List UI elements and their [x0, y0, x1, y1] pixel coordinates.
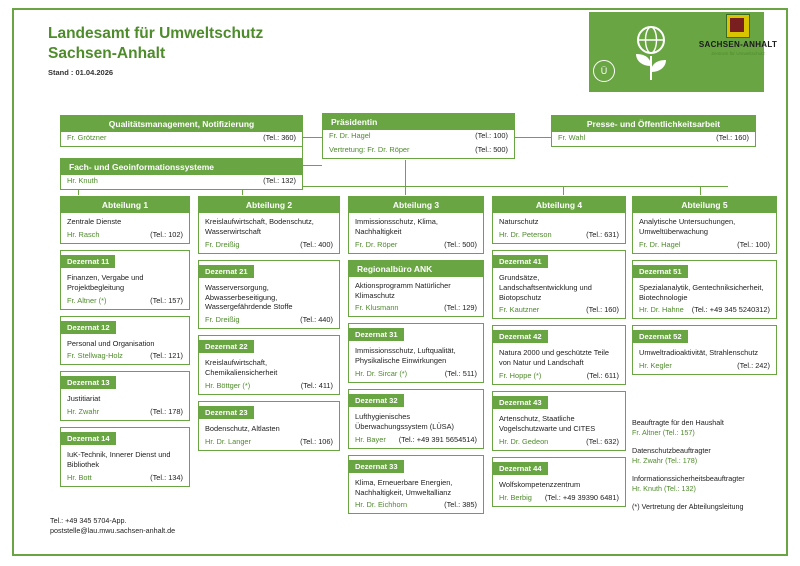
unit-person-row	[61, 295, 189, 309]
unit-tel: (Tel.: 106)	[300, 436, 333, 446]
unit-tel: (Tel.: 242)	[737, 361, 770, 371]
footer-contact	[50, 516, 310, 537]
unit-tag: Dezernat 11	[61, 255, 115, 268]
department-tel: (Tel.: 100)	[737, 239, 770, 249]
president-person-2: Vertretung: Fr. Dr. Röper	[329, 145, 410, 154]
unit-person-row	[349, 302, 483, 316]
unit-person: Fr. Stellwag-Holz	[67, 351, 123, 361]
unit-scope: Artenschutz, Staatliche Vogelschutzwarte und CITES	[499, 414, 596, 433]
unit-scope: Lufthygienisches Überwachungssystem (LÜSA)	[355, 412, 454, 431]
unit-person-row	[493, 436, 625, 450]
geoinfo-box	[60, 158, 303, 190]
date-stamp: Stand : 01.04.2026	[48, 68, 114, 77]
press-person: Fr. Wahl	[558, 133, 586, 142]
unit-tel: (Tel.: 121)	[150, 351, 183, 361]
unit-tag-wrap	[61, 251, 189, 269]
unit-person: Hr. Dr. Hahne	[639, 305, 684, 315]
unit-tag: Dezernat 21	[199, 265, 254, 278]
unit-box	[198, 401, 340, 451]
unit-tag: Dezernat 32	[349, 394, 404, 407]
department-scope: Immissionsschutz, Klima, Nachhaltigkeit	[355, 217, 438, 236]
unit-tel: (Tel.: +49 39390 6481)	[544, 492, 619, 502]
unit-scope: Umweltradioaktivität, Strahlenschutz	[639, 348, 759, 358]
title-line-1: Landesamt für Umweltschutz	[48, 25, 264, 42]
quality-management-title: Qualitätsmanagement, Notifizierung	[61, 116, 302, 132]
department-person: Fr. Dr. Hagel	[639, 239, 681, 249]
side-note-person: Fr. Altner (Tel.: 157)	[632, 428, 695, 438]
side-note-item	[632, 446, 782, 467]
unit-person-row	[493, 370, 625, 384]
press-tel: (Tel.: 160)	[716, 133, 749, 142]
unit-box	[348, 260, 484, 318]
unit-person-row	[633, 304, 776, 318]
title-line-2: Sachsen-Anhalt	[48, 45, 166, 63]
department-head-box	[60, 196, 190, 244]
unit-person-row	[199, 436, 339, 450]
department-tel: (Tel.: 102)	[150, 229, 183, 239]
unit-scope: Grundsätze, Landschaftsentwicklung und Biotopschutz	[499, 272, 592, 302]
unit-tag: Dezernat 51	[633, 265, 688, 278]
unit-tag-wrap	[61, 372, 189, 390]
unit-person-row	[61, 350, 189, 364]
side-note-label: Datenschutzbeauftragter	[632, 445, 711, 455]
unit-person: Fr. Altner (*)	[67, 295, 107, 305]
unit-tag-wrap	[199, 336, 339, 354]
unit-scope: Kreislaufwirtschaft, Chemikaliensicherheit	[205, 358, 278, 378]
quality-management-box	[60, 115, 303, 147]
unit-scope: Immissionsschutz, Luftqualität, Physikalische Einwirkungen	[355, 346, 456, 366]
unit-person: Hr. Zwahr	[67, 407, 100, 417]
unit-person: Hr. Dr. Gedeon	[499, 436, 549, 446]
unit-tel: (Tel.: 632)	[586, 436, 619, 446]
unit-tel: (Tel.: +49 345 5240312)	[691, 305, 770, 315]
connector-left	[302, 137, 322, 138]
department-person: Hr. Dr. Peterson	[499, 229, 552, 239]
unit-tag: Dezernat 12	[61, 321, 116, 334]
department-scope: Zentrale Dienste	[67, 217, 122, 226]
unit-tel: (Tel.: 134)	[150, 472, 183, 482]
department-head-box	[348, 196, 484, 254]
unit-person-row	[633, 360, 776, 374]
unit-box	[60, 316, 190, 366]
unit-tag-wrap	[493, 392, 625, 410]
unit-tag: Dezernat 42	[493, 330, 548, 343]
unit-tel: (Tel.: 411)	[300, 380, 333, 390]
connector-spine-3	[405, 186, 406, 195]
unit-tel: (Tel.: 611)	[586, 371, 619, 381]
unit-tag-wrap	[633, 261, 776, 279]
unit-tag-wrap	[199, 261, 339, 279]
side-note-person: Hr. Knuth (Tel.: 132)	[632, 484, 696, 494]
unit-box	[348, 455, 484, 515]
unit-person-row	[349, 434, 483, 448]
side-note-item	[632, 502, 782, 512]
unit-person-row	[493, 492, 625, 506]
side-note-label: Beauftragte für den Haushalt	[632, 418, 724, 427]
unit-person: Hr. Berbig	[499, 492, 532, 502]
department-person-row	[493, 229, 625, 243]
department-head-box	[198, 196, 340, 254]
unit-person: Fr. Klusmann	[355, 303, 399, 313]
unit-scope: Bodenschutz, Altlasten	[205, 423, 280, 433]
department-title: Abteilung 3	[349, 197, 483, 213]
unit-tag: Dezernat 13	[61, 376, 116, 389]
department-title: Abteilung 4	[493, 197, 625, 213]
page-title	[48, 24, 468, 65]
president-tel-2: (Tel.: 500)	[475, 145, 508, 154]
unit-tel: (Tel.: 385)	[444, 500, 477, 510]
state-name: SACHSEN-ANHALT	[698, 40, 778, 49]
unit-tag: Dezernat 31	[349, 328, 404, 341]
department-head-box	[632, 196, 777, 254]
side-notes	[632, 418, 782, 519]
department-head-box	[492, 196, 626, 244]
unit-box	[632, 260, 777, 320]
unit-tag-wrap	[61, 428, 189, 446]
department-person: Hr. Rasch	[67, 229, 100, 239]
geoinfo-person: Hr. Knuth	[67, 176, 98, 185]
unit-tag-wrap	[493, 326, 625, 344]
unit-tag-wrap	[493, 458, 625, 476]
president-tel-1: (Tel.: 100)	[475, 131, 508, 140]
department-scope: Naturschutz	[499, 217, 539, 226]
unit-person-row	[349, 368, 483, 382]
unit-scope: Wolfskompetenzzentrum	[499, 479, 581, 489]
unit-tag: Dezernat 52	[633, 330, 688, 343]
unit-person-row	[199, 380, 339, 394]
state-subtitle: Zentrum für Umweltschutz	[711, 51, 765, 56]
unit-box	[198, 335, 340, 395]
unit-tag-wrap	[349, 324, 483, 342]
department-title: Abteilung 2	[199, 197, 339, 213]
unit-tag: Dezernat 14	[61, 432, 116, 445]
department-tel: (Tel.: 500)	[444, 239, 477, 249]
unit-tag-wrap	[493, 251, 625, 269]
department-person: Fr. Dr. Röper	[355, 239, 398, 249]
unit-scope: Finanzen, Vergabe und Projektbegleitung	[67, 272, 144, 292]
quality-management-person-row	[61, 132, 302, 146]
unit-person: Hr. Böttger (*)	[205, 380, 251, 390]
side-note-person: Hr. Zwahr (Tel.: 178)	[632, 456, 698, 466]
geoinfo-title: Fach- und Geoinformationssysteme	[61, 159, 302, 175]
unit-tel: (Tel.: 440)	[300, 315, 333, 325]
press-person-row	[552, 132, 755, 146]
footer-phone: Tel.: +49 345 5704-App.	[50, 516, 127, 525]
department-tel: (Tel.: 631)	[586, 229, 619, 239]
unit-box	[492, 391, 626, 451]
unit-tel: (Tel.: 511)	[444, 369, 477, 379]
department-person-row	[633, 239, 776, 253]
unit-scope: Wasserversorgung, Abwasserbeseitigung, Wassergefährdende Stoffe	[205, 282, 293, 312]
department-tel: (Tel.: 400)	[300, 239, 333, 249]
unit-box	[492, 325, 626, 385]
connector-left-lower	[302, 165, 322, 166]
connector-spine-4	[563, 186, 564, 195]
unit-person: Hr. Dr. Sircar (*)	[355, 369, 408, 379]
unit-box	[198, 260, 340, 330]
unit-tag: Dezernat 41	[493, 255, 548, 268]
unit-tel: (Tel.: +49 391 5654514)	[398, 434, 477, 444]
department-person-row	[199, 239, 339, 253]
department-column	[492, 196, 626, 513]
unit-person: Hr. Dr. Eichhorn	[355, 500, 408, 510]
side-note-label: Informationssicherheitsbeauftragter	[632, 473, 745, 483]
unit-box	[492, 457, 626, 507]
unit-box	[348, 389, 484, 449]
department-person: Fr. Dreißig	[205, 239, 240, 249]
unit-person: Hr. Kegler	[639, 361, 672, 371]
unit-tag: Dezernat 44	[493, 462, 548, 475]
unit-tel: (Tel.: 157)	[150, 295, 183, 305]
unit-scope: Aktionsprogramm Natürlicher Klimaschutz	[355, 280, 451, 300]
quality-management-tel: (Tel.: 360)	[263, 133, 296, 142]
unit-box	[60, 427, 190, 487]
department-person-row	[349, 239, 483, 253]
unit-person: Hr. Bayer	[355, 434, 386, 444]
department-scope: Kreislaufwirtschaft, Bodenschutz, Wasserwirtschaft	[205, 217, 314, 236]
state-crest-icon	[726, 14, 750, 38]
unit-tag: Dezernat 43	[493, 396, 548, 409]
side-note-item	[632, 418, 782, 439]
unit-tel: (Tel.: 129)	[444, 303, 477, 313]
unit-tag-wrap	[349, 456, 483, 474]
unit-box	[492, 250, 626, 320]
department-column	[198, 196, 340, 457]
unit-box	[348, 323, 484, 383]
unit-person-row	[61, 472, 189, 486]
footer-email: poststelle@lau.mwu.sachsen-anhalt.de	[50, 526, 176, 536]
unit-tag-wrap	[199, 402, 339, 420]
press-box	[551, 115, 756, 147]
state-logo	[694, 14, 782, 56]
side-note-item	[632, 474, 782, 495]
unit-person: Fr. Kautzner	[499, 305, 540, 315]
unit-tag: Dezernat 33	[349, 460, 404, 473]
unit-scope: Justitiariat	[67, 394, 101, 404]
unit-person-row	[61, 406, 189, 420]
president-title: Präsidentin	[323, 114, 514, 130]
president-person-row-2	[323, 144, 514, 158]
unit-box	[632, 325, 777, 375]
press-title: Presse- und Öffentlichkeitsarbeit	[552, 116, 755, 132]
unit-scope: Natura 2000 und geschützte Teile von Natur und Landschaft	[499, 348, 609, 368]
globe-leaf-icon	[619, 20, 683, 84]
unit-tel: (Tel.: 160)	[586, 305, 619, 315]
side-note-label: (*) Vertretung der Abteilungsleitung	[632, 501, 744, 511]
quality-management-person: Fr. Grötzner	[67, 133, 107, 142]
geoinfo-tel: (Tel.: 132)	[263, 176, 296, 185]
unit-scope: Spezialanalytik, Gentechniksicherheit, Biotechnologie	[639, 282, 764, 302]
department-person-row	[61, 229, 189, 243]
unit-tel: (Tel.: 178)	[150, 407, 183, 417]
unit-person-row	[199, 314, 339, 328]
unit-person: Hr. Dr. Langer	[205, 436, 252, 446]
unit-scope: IuK-Technik, Innerer Dienst und Bibliothek	[67, 450, 171, 470]
president-box	[322, 113, 515, 159]
department-title: Abteilung 5	[633, 197, 776, 213]
department-column	[348, 196, 484, 520]
unit-person: Fr. Hoppe (*)	[499, 371, 542, 381]
unit-tag-wrap	[61, 317, 189, 335]
unit-box	[60, 250, 190, 310]
unit-tag: Dezernat 23	[199, 406, 254, 419]
unit-tag-wrap	[633, 326, 776, 344]
geoinfo-person-row	[61, 175, 302, 189]
unit-tag-wrap	[349, 390, 483, 408]
president-person-1: Fr. Dr. Hagel	[329, 131, 371, 140]
unit-person-row	[493, 304, 625, 318]
connector-right	[515, 137, 551, 138]
unit-tag: Regionalbüro ANK	[349, 261, 483, 277]
unit-scope: Klima, Erneuerbare Energien, Nachhaltigkeit, Umweltallianz	[355, 477, 453, 497]
department-scope: Analytische Untersuchungen, Umweltüberwachung	[639, 217, 736, 236]
unit-person: Hr. Bott	[67, 472, 92, 482]
president-person-row-1	[323, 130, 514, 144]
unit-person: Fr. Dreißig	[205, 315, 240, 325]
department-title: Abteilung 1	[61, 197, 189, 213]
unit-tag: Dezernat 22	[199, 340, 254, 353]
unit-scope: Personal und Organisation	[67, 338, 155, 348]
logo-letter: Ü	[593, 60, 615, 82]
department-column	[632, 196, 777, 381]
unit-box	[60, 371, 190, 421]
department-column	[60, 196, 190, 493]
connector-spine-5	[700, 186, 701, 195]
unit-person-row	[349, 499, 483, 513]
